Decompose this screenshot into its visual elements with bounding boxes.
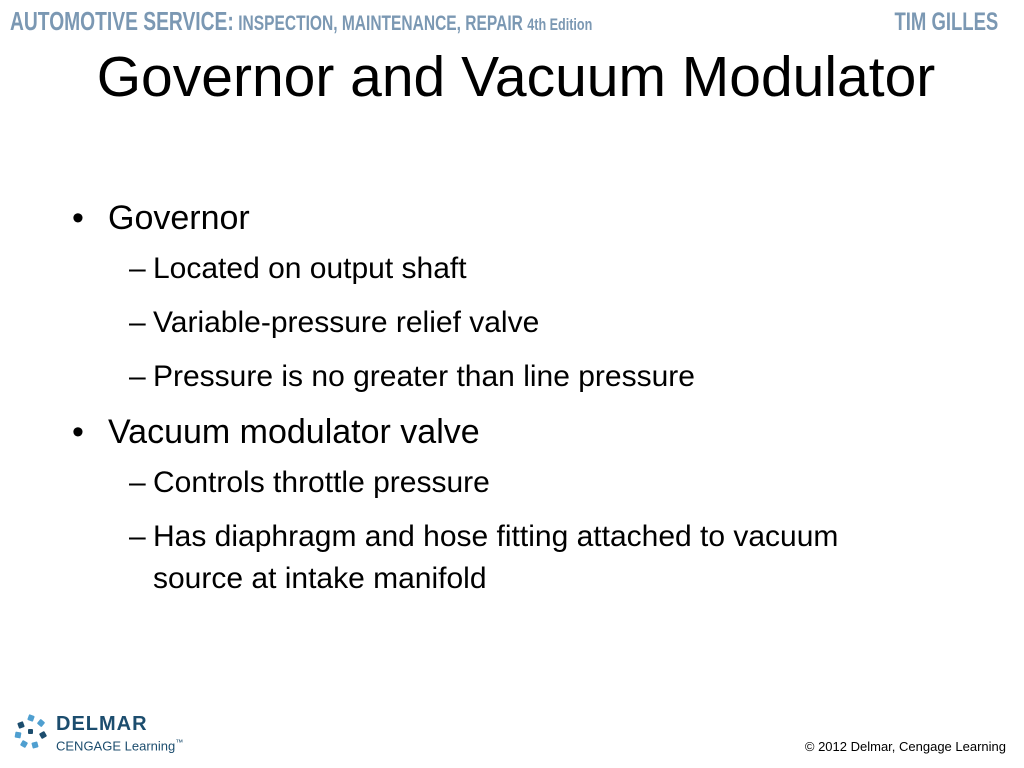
bullet-list	[70, 196, 970, 612]
logo-trademark: ™	[175, 738, 184, 747]
logo-subtext-label: CENGAGE Learning	[56, 738, 176, 754]
sub-bullet-marker: –	[129, 520, 146, 553]
bullet-marker: •	[72, 199, 84, 237]
sub-bullet-text: Has diaphragm and hose fitting attached to vacuum source at intake manifold	[153, 520, 839, 595]
sub-bullet-item	[108, 302, 843, 344]
logo-subtext	[56, 736, 183, 753]
sub-bullet-list	[108, 248, 970, 398]
sub-bullet-item	[108, 248, 843, 290]
book-title	[10, 6, 592, 37]
sub-bullet-text: Located on output shaft	[153, 252, 467, 285]
sub-bullet-marker: –	[129, 466, 146, 499]
starburst-icon	[14, 714, 48, 750]
bullet-item	[70, 410, 970, 600]
bullet-item	[70, 196, 970, 398]
sub-bullet-marker: –	[129, 360, 146, 393]
book-author: TIM GILLES	[894, 8, 998, 36]
sub-bullet-text: Controls throttle pressure	[153, 466, 490, 499]
sub-bullet-item	[108, 462, 843, 504]
book-edition: 4th Edition	[527, 15, 593, 34]
publisher-logo	[14, 712, 214, 756]
bullet-text: Governor	[108, 199, 250, 237]
logo-wordmark: DELMAR	[56, 713, 148, 735]
sub-bullet-item	[108, 516, 843, 600]
sub-bullet-list	[108, 462, 970, 600]
slide-title: Governor and Vacuum Modulator	[96, 45, 936, 109]
sub-bullet-marker: –	[129, 306, 146, 339]
bullet-marker: •	[72, 413, 84, 451]
copyright-text: © 2012 Delmar, Cengage Learning	[804, 739, 1006, 754]
header-banner	[0, 0, 1024, 44]
sub-bullet-text: Pressure is no greater than line pressure	[153, 360, 695, 393]
sub-bullet-marker: –	[129, 252, 146, 285]
sub-bullet-text: Variable-pressure relief valve	[153, 306, 540, 339]
book-title-subtitle: INSPECTION, MAINTENANCE, REPAIR	[238, 12, 523, 35]
sub-bullet-item	[108, 356, 843, 398]
bullet-text: Vacuum modulator valve	[108, 413, 480, 451]
book-title-main: AUTOMOTIVE SERVICE:	[10, 6, 234, 36]
